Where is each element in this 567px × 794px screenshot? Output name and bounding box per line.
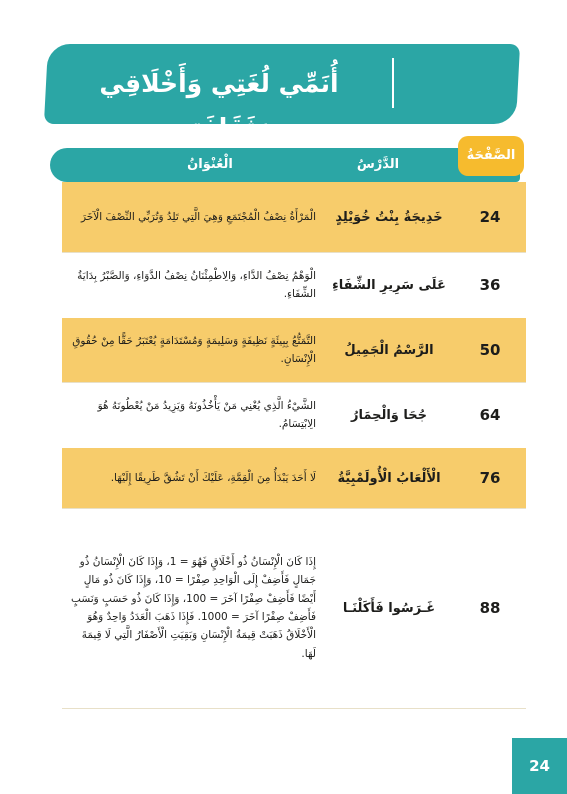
table-row (62, 252, 526, 319)
header-page: الصَّفْحَةُ (466, 148, 516, 163)
banner-divider (392, 58, 394, 108)
table-row (62, 448, 526, 509)
row-page: 76 (479, 469, 501, 487)
table-row (62, 182, 526, 253)
header-lesson: الدَّرْسُ (356, 157, 400, 172)
row-lesson: غَـرَسُوا فَأَكَلْنَـا (342, 600, 436, 616)
row-lesson: جُحَا وَالْحِمَارُ (351, 407, 428, 423)
row-title: الْوَهْمُ نِصْفُ الدَّاءِ، وَالِاطْمِئْنَانُ نِصْفُ الدَّوَاءِ، وَالصَّبْرُ بِدَايَةُ الشِّفَاءِ. (77, 269, 316, 300)
row-title: إِذَا كَانَ الْإِنْسَانُ ذُو أَخْلَاقٍ فَهُوَ = 1، وَإِذَا كَانَ الْإِنْسَانُ ذُو جَمَالٍ فَأَضِفْ إِلَى الْوَاحِدِ صِفْرًا = 10، وَإِذَا كَانَ ذُو مَالٍ أَيْضًا فَأَضِفْ صِفْرًا آخَرَ = 100، وَإِذَا كَانَ ذُو حَسَبٍ وَنَسَبٍ فَأَضِفْ صِفْرًا آخَرَ = 1000. فَإِذَا ذَهَبَ الْعَدَدُ وَاحِدٌ وَهُوَ الْأَخْلَاقُ ذَهَبَتْ قِيمَةُ الْإِنْسَانِ وَبَقِيَتِ الْأَصْفَارُ الَّتِي لَا قِيمَةَ لَهَا. (71, 555, 316, 660)
row-page: 88 (479, 599, 501, 617)
table-row (62, 318, 526, 383)
row-page: 64 (479, 406, 501, 424)
header-title: الْعُنْوَانُ (187, 157, 233, 172)
row-lesson: الرَّسْمُ الْجَمِيلُ (344, 342, 434, 358)
unit-title: أُنَمِّي لُغَتِي وَأَخْلَاقِي وَثَقَافَتِي (99, 69, 339, 142)
row-lesson: خَدِيجَةُ بِنْتُ خُوَيْلِدٍ (335, 209, 443, 225)
row-title: الشَّيْءُ الَّذِي يُغْنِي مَنْ يَأْخُذُونَهُ وَيَزِيدُ مَنْ يُعْطُونَهُ هُوَ الِابْتِسَامُ. (97, 399, 316, 430)
table-row (62, 508, 526, 709)
table-row (62, 382, 526, 449)
page-number: 24 (529, 757, 550, 775)
row-title: لَا أَحَدَ يَبْدَأُ مِنَ الْقِمَّةِ، عَلَيْكَ أَنْ تَشُقَّ طَرِيقًا إِلَيْهَا. (110, 471, 316, 484)
row-lesson: عَلَى سَرِيرِ الشِّفَاءِ (332, 277, 446, 293)
row-lesson: الْأَلْعَابُ الْأُولَمْبِيَّةُ (337, 470, 441, 486)
row-title: التَّمَتُّعُ بِبِيئَةٍ نَظِيفَةٍ وَسَلِيمَةٍ وَمُسْتَدَامَةٍ يُعْتَبَرُ حَقًّا مِنْ حُقُوقِ الْإِنْسَانِ. (72, 334, 316, 365)
row-title: الْمَرْأَةُ نِصْفُ الْمُجْتَمَعِ وَهِيَ الَّتِي تَلِدُ وَتُرَبِّي النِّصْفَ الْآخَرَ (80, 210, 316, 223)
row-page: 36 (479, 276, 501, 294)
row-page: 24 (479, 208, 501, 226)
row-page: 50 (479, 341, 501, 359)
